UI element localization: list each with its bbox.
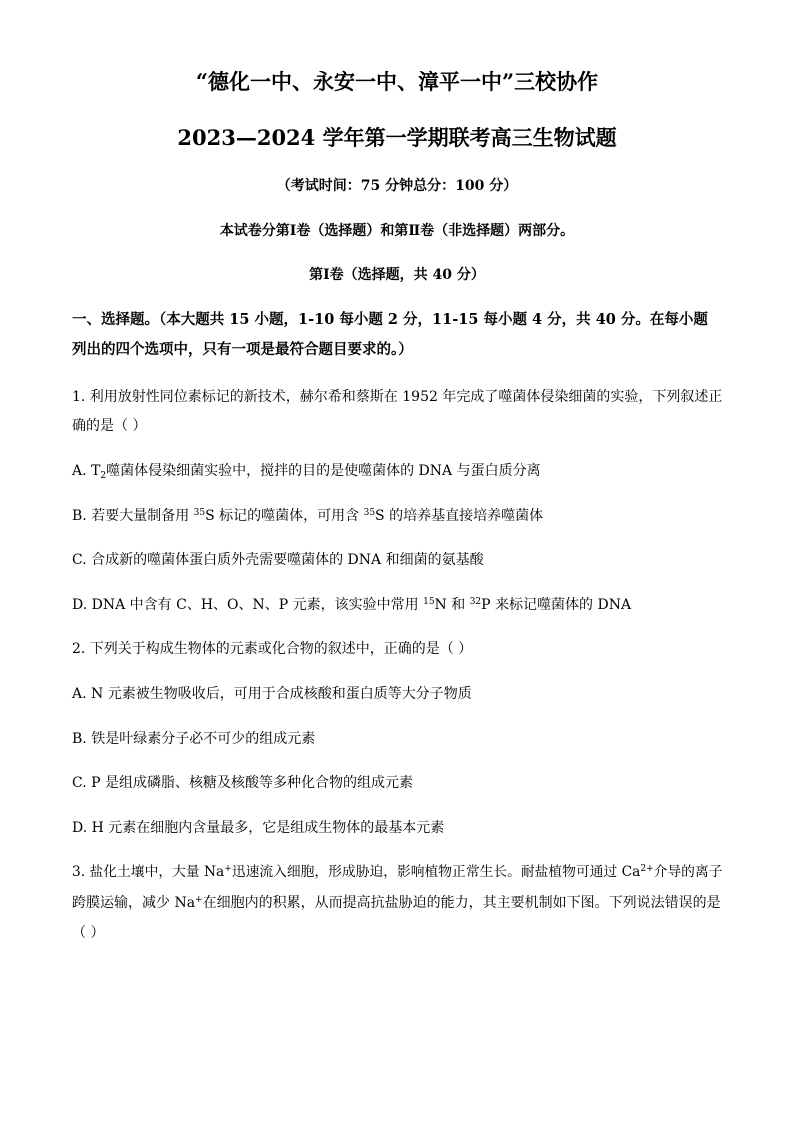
title-line-1: “德化一中、永安一中、漳平一中”三校协作 [195, 69, 599, 94]
section1-heading-line-2: 列出的四个选项中，只有一项是最符合题目要求的。） [72, 341, 413, 358]
section1-heading-line-1: 一、选择题。（本大题共 15 小题，1-10 每小题 2 分，11-15 每小题 4 分，共 40 分。在每小题 [72, 311, 708, 328]
q1-option-a: A. $T_2$噬菌体侵染细菌实验中，搅拌的目的是使噬菌体的 DNA 与蛋白质分离 [72, 463, 541, 481]
q1-option-d: D. DNA 中含有 C、H、O、N、P 元素，该实验中常用 $^{15}$N 和 $^{32}$P 来标记噬菌体的 DNA [72, 597, 632, 613]
structure-note: 本试卷分第Ⅰ卷（选择题）和第Ⅱ卷（非选择题）两部分。 [219, 223, 575, 239]
q3-stem-line-3: （ ） [72, 925, 105, 941]
q1-option-c: C. 合成新的噬菌体蛋白质外壳需要噬菌体的 DNA 和细菌的氨基酸 [72, 552, 484, 568]
q1-stem-line-1: 1. 利用放射性同位素标记的新技术，赫尔希和蔡斯在 1952 年完成了噬菌体侵染细菌的实验，下列叙述正 [72, 389, 723, 405]
q3-stem-line-2: 跨膜运输，减少 Na+在细胞内的积累，从而提高抗盐胁迫的能力，其主要机制如下图。下列说法错误的是 [72, 895, 721, 911]
exam-info: （考试时间：75 分钟总分：100 分） [276, 178, 518, 194]
q2-option-d: D. H 元素在细胞内含量最多，它是组成生物体的最基本元素 [72, 820, 445, 836]
q2-stem: 2. 下列关于构成生物体的元素或化合物的叙述中，正确的是（ ） [72, 641, 473, 657]
part1-title: 第Ⅰ卷（选择题，共 40 分） [309, 267, 485, 283]
q3-stem-line-1: 3. 盐化土壤中，大量 Na+迅速流入细胞，形成胁迫，影响植物正常生长。耐盐植物可通过 $Ca^{2+}$介导的离子 [72, 864, 723, 880]
q2-option-b: B. 铁是叶绿素分子必不可少的组成元素 [72, 731, 316, 747]
q2-option-c: C. P 是组成磷脂、核糖及核酸等多种化合物的组成元素 [72, 775, 413, 791]
q1-stem-line-2: 确的是（ ） [72, 418, 147, 434]
q1-option-b: B. 若要大量制备用 $^{35}$S 标记的噬菌体，可用含 $^{35}$S 的培养基直接培养噬菌体 [72, 508, 544, 524]
q2-option-a: A. N 元素被生物吸收后，可用于合成核酸和蛋白质等大分子物质 [72, 686, 472, 702]
title-line-2: 2023—2024 学年第一学期联考高三生物试题 [177, 125, 617, 150]
